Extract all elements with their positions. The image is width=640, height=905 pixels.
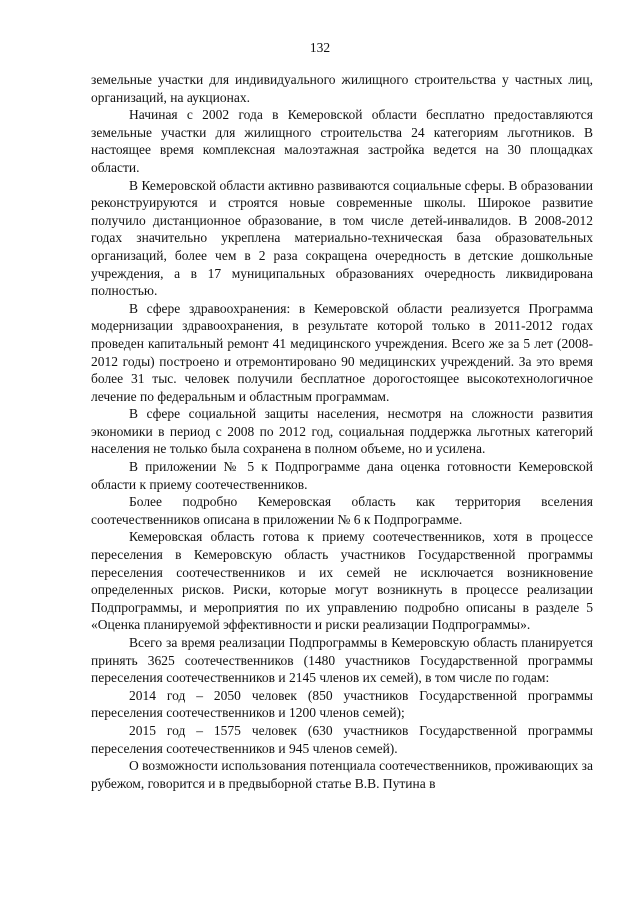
paragraph-appendix-5: В приложении № 5 к Подпрограмме дана оценка готовности Кемеровской области к приему соотечественников. xyxy=(91,459,593,492)
paragraph-education: В Кемеровской области активно развиваются социальные сферы. В образовании реконструируются и строятся новые современные школы. Широкое развитие получило дистанционное образование, в том числе детей-инвалидов. В 2008-2012 годах значительно укреплена материально-техническая база образовательных организаций, более чем в 2 раза сокращена очередность в детские дошкольные учреждения, а в 17 муниципальных образованиях очередность ликвидирована полностью. xyxy=(91,177,593,299)
page-number: 132 xyxy=(309,40,331,55)
paragraph-social-protection: В сфере социальной защиты населения, несмотря на сложности развития экономики в период с 2008 по 2012 год, социальная поддержка льготных категорий населения не только была сохранена в полном объеме, но и усилена. xyxy=(91,406,593,457)
paragraph-year-2014: 2014 год – 2050 человек (850 участников Государственной программы переселения соотечественников и 1200 членов семей); xyxy=(91,687,593,721)
paragraph-year-2015: 2015 год – 1575 человек (630 участников Государственной программы переселения соотечественников и 945 членов семей). xyxy=(91,722,593,756)
paragraph-appendix-6: Более подробно Кемеровская область как территория вселения соотечественников описана в приложении № 6 к Подпрограмме. xyxy=(91,494,593,527)
paragraph-risks: Кемеровская область готова к приему соотечественников, хотя в процессе переселения в Кемеровскую область участников Государственной программы переселения соотечественников и их семей не исключается возникновение определенных рисков. Риски, которые могут возникнуть в процессе реализации Подпрограммы, и мероприятия по их управлению подробно описаны в разделе 5 «Оценка планируемой эффективности и риски реализации Подпрограммы». xyxy=(91,529,593,633)
document-body xyxy=(91,71,593,792)
paragraph-land-plots: Начиная с 2002 года в Кемеровской области бесплатно предоставляются земельные участки для жилищного строительства 24 категориям льготников. В настоящее время комплексная малоэтажная застройка ведется на 30 площадках области. xyxy=(91,107,593,175)
paragraph-healthcare: В сфере здравоохранения: в Кемеровской области реализуется Программа модернизации здравоохранения, в результате которой только в 2011-2012 годах проведен капитальный ремонт 41 медицинского учреждения. Всего же за 5 лет (2008-2012 годы) построено и отремонтировано 90 медицинских учреждений. За это время более 31 тыс. человек получили бесплатное дорогостоящее высокотехнологичное лечение по федеральным и областным программам. xyxy=(91,300,593,404)
paragraph-continuation: земельные участки для индивидуального жилищного строительства у частных лиц, организаций, на аукционах. xyxy=(91,72,593,105)
paragraph-plan-total: Всего за время реализации Подпрограммы в Кемеровскую область планируется принять 3625 соотечественников (1480 участников Государственной программы переселения соотечественников и 2145 членов их семей), в том числе по годам: xyxy=(91,635,593,686)
paragraph-compatriots-potential: О возможности использования потенциала соотечественников, проживающих за рубежом, говорится и в предвыборной статье В.В. Путина в xyxy=(91,758,593,791)
